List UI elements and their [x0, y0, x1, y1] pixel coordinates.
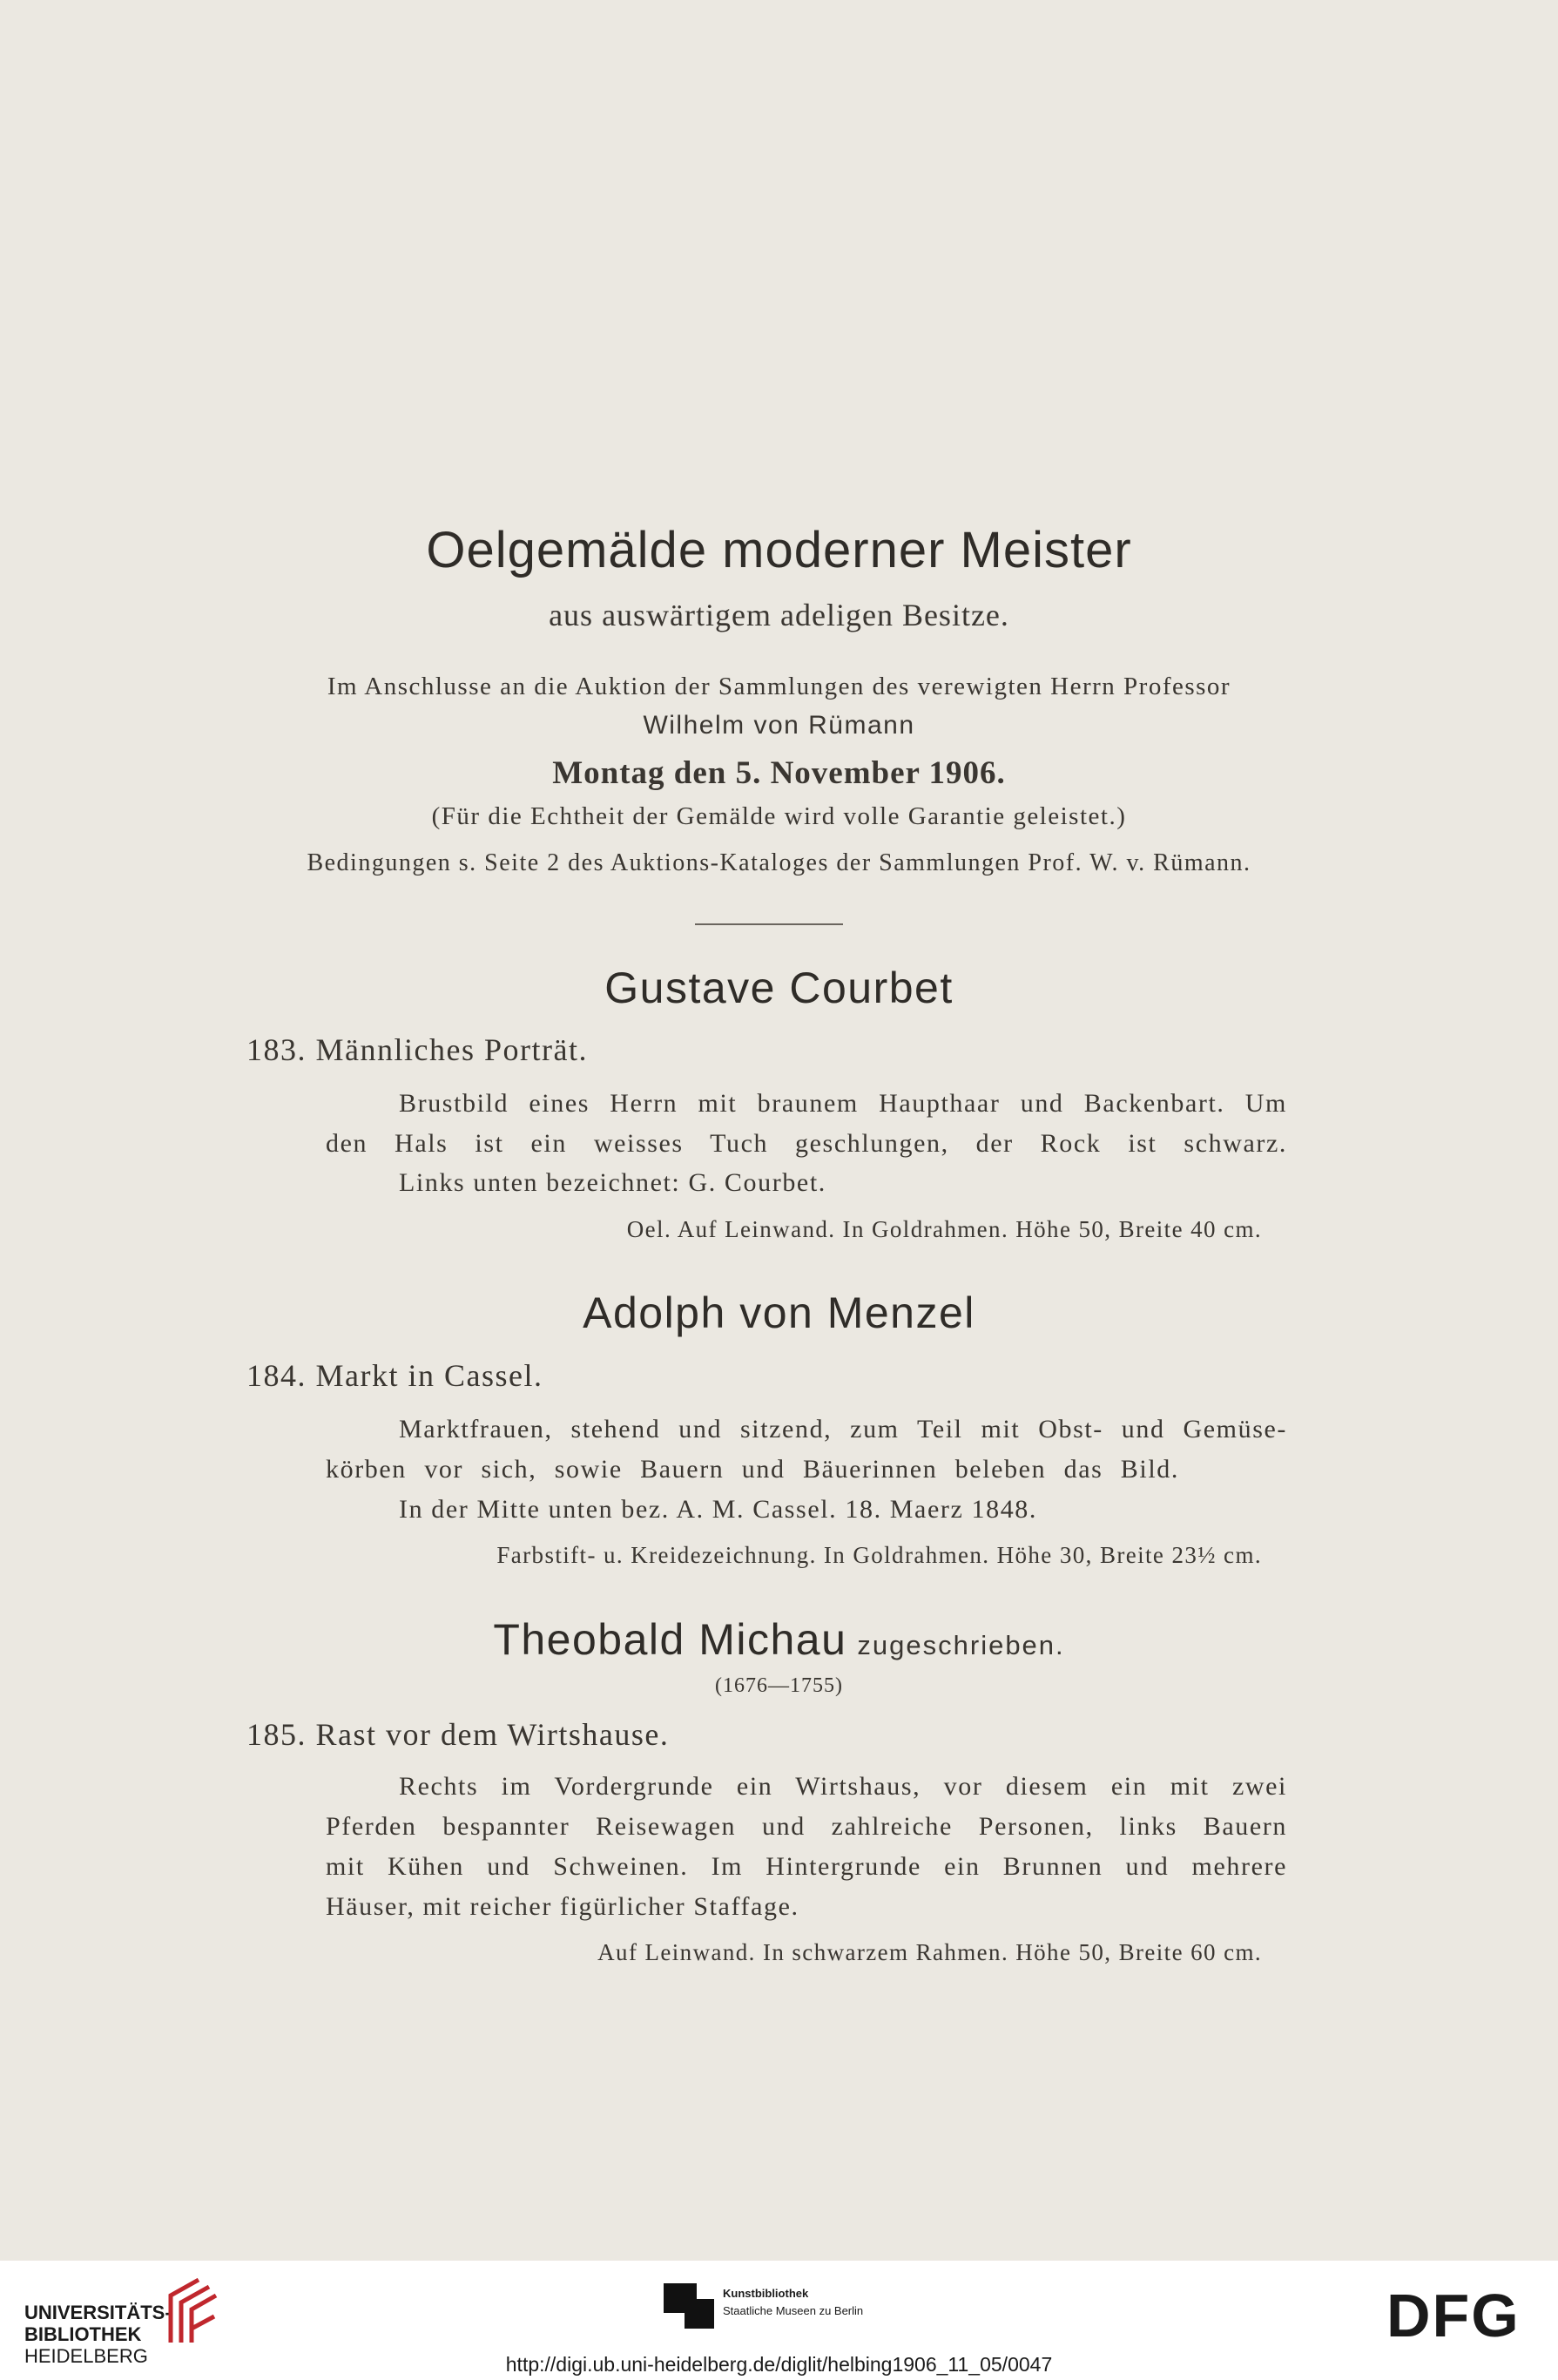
artist-heading: Gustave Courbet: [604, 963, 954, 1012]
footer-bar: [0, 2261, 1558, 2380]
guarantee-note: (Für die Echtheit der Gemälde wird volle Garantie geleistet.): [431, 802, 1127, 830]
lot-description-line: Links unten bezeichnet: G. Courbet.: [399, 1168, 826, 1197]
collector-name: Wilhelm von Rümann: [643, 711, 915, 740]
lot-medium-note: Farbstift- u. Kreidezeichnung. In Goldrahmen. Höhe 30, Breite 23½ cm.: [496, 1542, 1262, 1568]
lot-description-line: Marktfrauen, stehend und sitzend, zum Teil mit Obst- und Gemüse-: [399, 1415, 1287, 1444]
lot-medium-note: Auf Leinwand. In schwarzem Rahmen. Höhe 50, Breite 60 cm.: [597, 1939, 1262, 1965]
lot-title: 184. Markt in Cassel.: [246, 1358, 543, 1393]
lot-description-line: Brustbild eines Herrn mit braunem Haupthaar und Backenbart. Um: [399, 1089, 1287, 1118]
artist-heading-row: [0, 1614, 1558, 1665]
auction-date: Montag den 5. November 1906.: [552, 755, 1006, 791]
lot-medium-note: Oel. Auf Leinwand. In Goldrahmen. Höhe 50, Breite 40 cm.: [626, 1216, 1262, 1242]
ub-heidelberg-logo-icon: [164, 2276, 221, 2346]
kunstbibliothek-logo-icon: [664, 2283, 714, 2329]
lot-description-line: körben vor sich, sowie Bauern und Bäuerinnen beleben das Bild.: [326, 1455, 1179, 1484]
artist-heading: Theobald Michau: [493, 1615, 847, 1664]
divider: [695, 923, 843, 925]
kunstbibliothek-logo-text: Kunstbibliothek Staatliche Museen zu Berlin: [723, 2287, 864, 2317]
lot-title: 185. Rast vor dem Wirtshause.: [246, 1717, 670, 1752]
attribution-suffix: zugeschrieben.: [857, 1630, 1065, 1660]
lot-description-line: Pferden bespannter Reisewagen und zahlreiche Personen, links Bauern: [326, 1812, 1287, 1841]
intro-line: Im Anschlusse an die Auktion der Sammlungen des verewigten Herrn Professor: [327, 673, 1231, 700]
conditions-note: Bedingungen s. Seite 2 des Auktions-Kataloges der Sammlungen Prof. W. v. Rümann.: [307, 849, 1251, 876]
page-title: Oelgemälde moderner Meister: [426, 522, 1132, 578]
lot-description-line: Rechts im Vordergrunde ein Wirtshaus, vor diesem ein mit zwei: [399, 1772, 1287, 1801]
source-url[interactable]: http://digi.ub.uni-heidelberg.de/diglit/helbing1906_11_05/0047: [505, 2353, 1053, 2376]
page-subtitle: aus auswärtigem adeligen Besitze.: [549, 598, 1009, 632]
lot-description-line: In der Mitte unten bez. A. M. Cassel. 18. Maerz 1848.: [399, 1495, 1037, 1524]
dfg-logo: DFG: [1386, 2282, 1521, 2350]
lot-description-line: mit Kühen und Schweinen. Im Hintergrunde ein Brunnen und mehrere: [326, 1852, 1287, 1881]
lot-description-line: den Hals ist ein weisses Tuch geschlungen, der Rock ist schwarz.: [326, 1129, 1287, 1158]
artist-dates: (1676—1755): [715, 1674, 843, 1697]
lot-description-line: Häuser, mit reicher figürlicher Staffage.: [326, 1892, 799, 1921]
artist-heading: Adolph von Menzel: [583, 1288, 975, 1337]
ub-heidelberg-logo-text: UNIVERSITÄTS- BIBLIOTHEK HEIDELBERG: [24, 2302, 172, 2367]
lot-title: 183. Männliches Porträt.: [246, 1032, 588, 1067]
